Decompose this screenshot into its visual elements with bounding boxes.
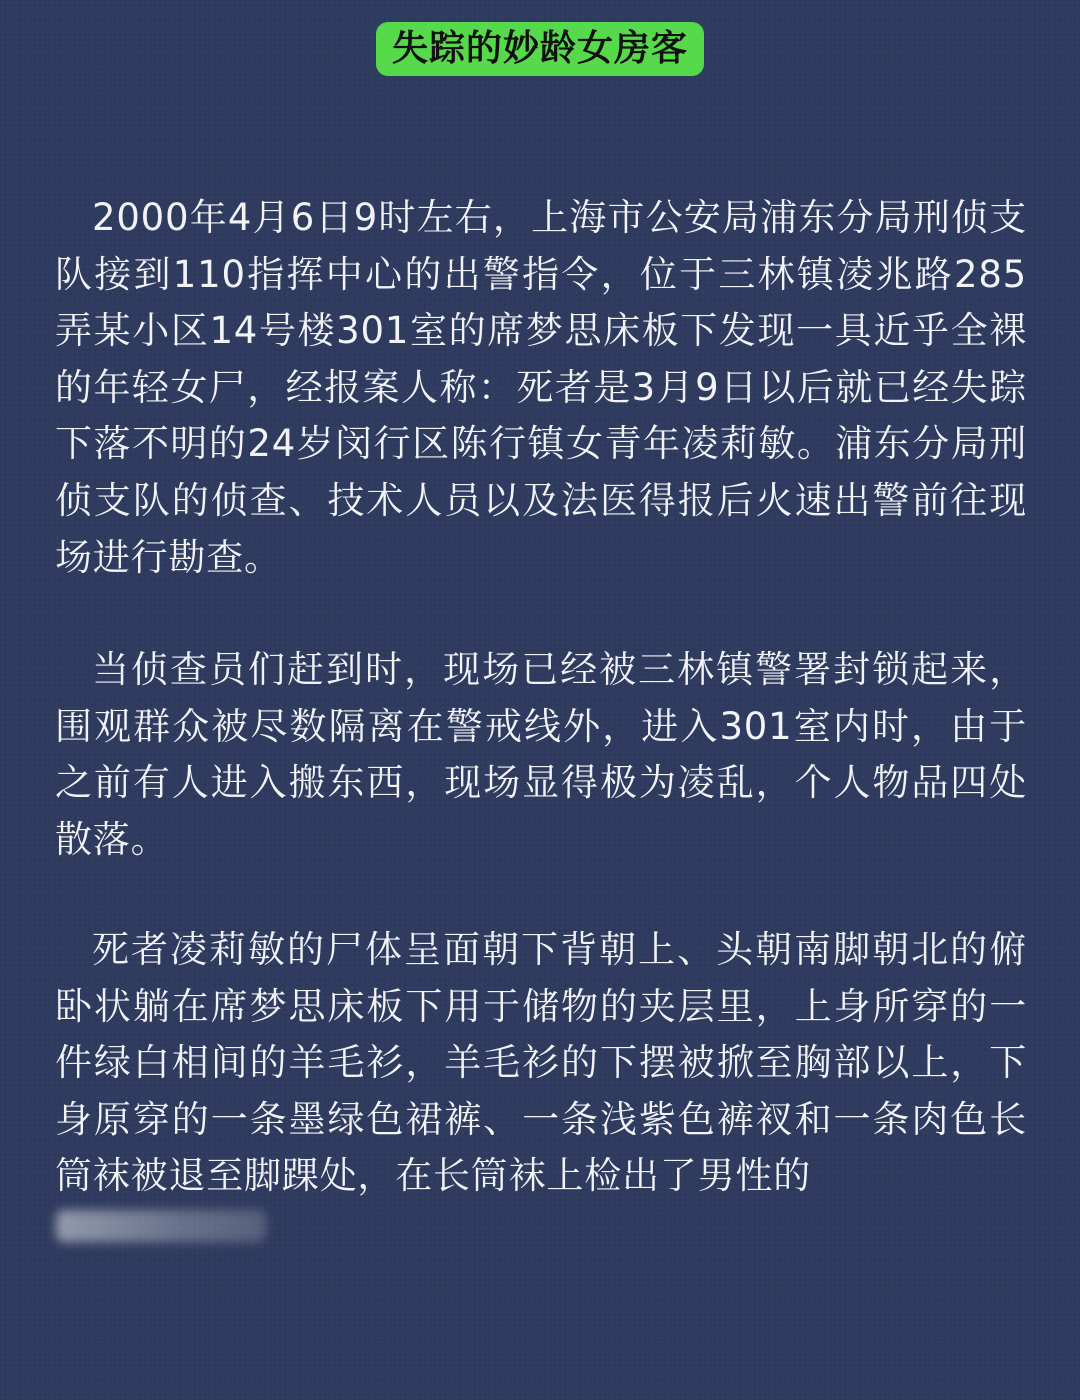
blurred-text-fragment [56,1210,266,1242]
paragraph-2: 当侦查员们赶到时，现场已经被三林镇警署封锁起来，围观群众被尽数隔离在警戒线外，进入301室内时，由于之前有人进入搬东西，现场显得极为凌乱，个人物品四处散落。 [55,648,1027,861]
article-title: 失踪的妙龄女房客 [376,22,704,76]
paragraph-1: 2000年4月6日9时左右，上海市公安局浦东分局刑侦支队接到110指挥中心的出警指令，位于三林镇凌兆路285弄某小区14号楼301室的席梦思床板下发现一具近乎全裸的年轻女尸，经报案人称：死者是3月9日以后就已经失踪下落不明的24岁闵行区陈行镇女青年凌莉敏。浦东分局刑侦支队的侦查、技术人员以及法医得报后火速出警前往现场进行勘查。 [55,196,1027,579]
title-wrapper [0,22,1080,76]
paragraph-3: 死者凌莉敏的尸体呈面朝下背朝上、头朝南脚朝北的俯卧状躺在席梦思床板下用于储物的夹层里，上身所穿的一件绿白相间的羊毛衫，羊毛衫的下摆被掀至胸部以上，下身原穿的一条墨绿色裙裤、一条浅紫色裤衩和一条肉色长筒袜被退至脚踝处，在长筒袜上检出了男性的 [55,928,1027,1198]
